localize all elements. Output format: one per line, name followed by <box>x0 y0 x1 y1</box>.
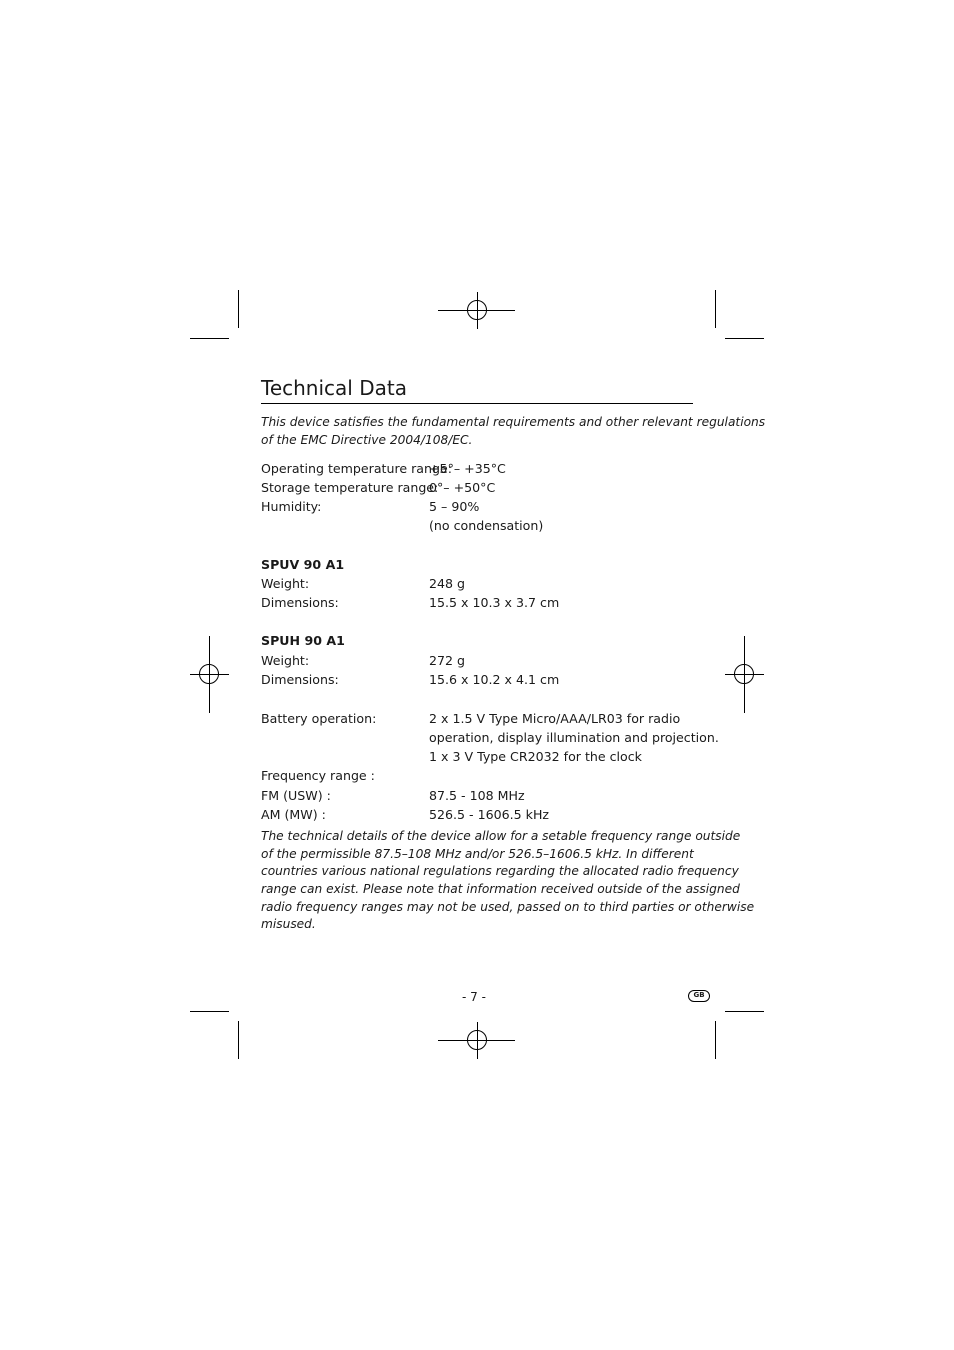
model-1-dimensions-value: 15.5 x 10.3 x 3.7 cm <box>429 595 560 610</box>
battery-label: Battery operation: <box>261 711 377 726</box>
battery-line-1: 2 x 1.5 V Type Micro/AAA/LR03 for radio <box>429 711 681 726</box>
am-value: 526.5 - 1606.5 kHz <box>429 807 550 822</box>
fm-value: 87.5 - 108 MHz <box>429 788 525 803</box>
model-1-weight-value: 248 g <box>429 576 466 591</box>
language-badge: GB <box>688 990 710 1002</box>
model-1-weight-label: Weight: <box>261 576 310 591</box>
battery-line-3: 1 x 3 V Type CR2032 for the clock <box>429 749 642 764</box>
model-1-heading: SPUV 90 A1 <box>261 557 345 572</box>
intro-line-1: This device satisfies the fundamental requirements and other relevant regulations <box>261 415 766 429</box>
humidity-value: 5 – 90% <box>429 499 480 514</box>
battery-line-2: operation, display illumination and projection. <box>429 730 719 745</box>
humidity-note: (no condensation) <box>429 518 544 533</box>
fm-label: FM (USW) : <box>261 788 331 803</box>
notice-line-3: countries various national regulations regarding the allocated radio frequency <box>261 864 739 878</box>
model-2-weight-label: Weight: <box>261 653 310 668</box>
notice-line-2: of the permissible 87.5–108 MHz and/or 526.5–1606.5 kHz. In different <box>261 847 694 861</box>
model-2-dimensions-label: Dimensions: <box>261 672 339 687</box>
operating-temp-label: Operating temperature range: <box>261 461 452 476</box>
model-2-heading: SPUH 90 A1 <box>261 633 345 648</box>
am-label: AM (MW) : <box>261 807 326 822</box>
operating-temp-value: +5°– +35°C <box>429 461 506 476</box>
notice-line-5: radio frequency ranges may not be used, passed on to third parties or otherwise <box>261 900 755 914</box>
storage-temp-label: Storage temperature range: <box>261 480 439 495</box>
storage-temp-value: 0°– +50°C <box>429 480 496 495</box>
page-number: - 7 - <box>462 990 486 1004</box>
frequency-label: Frequency range : <box>261 768 375 783</box>
notice-line-6: misused. <box>261 917 316 931</box>
page-title: Technical Data <box>261 374 693 404</box>
humidity-label: Humidity: <box>261 499 322 514</box>
intro-line-2: of the EMC Directive 2004/108/EC. <box>261 433 473 447</box>
model-2-dimensions-value: 15.6 x 10.2 x 4.1 cm <box>429 672 560 687</box>
model-2-weight-value: 272 g <box>429 653 466 668</box>
model-1-dimensions-label: Dimensions: <box>261 595 339 610</box>
notice-line-4: range can exist. Please note that information received outside of the assigned <box>261 882 740 896</box>
notice-line-1: The technical details of the device allow for a setable frequency range outside <box>261 829 741 843</box>
